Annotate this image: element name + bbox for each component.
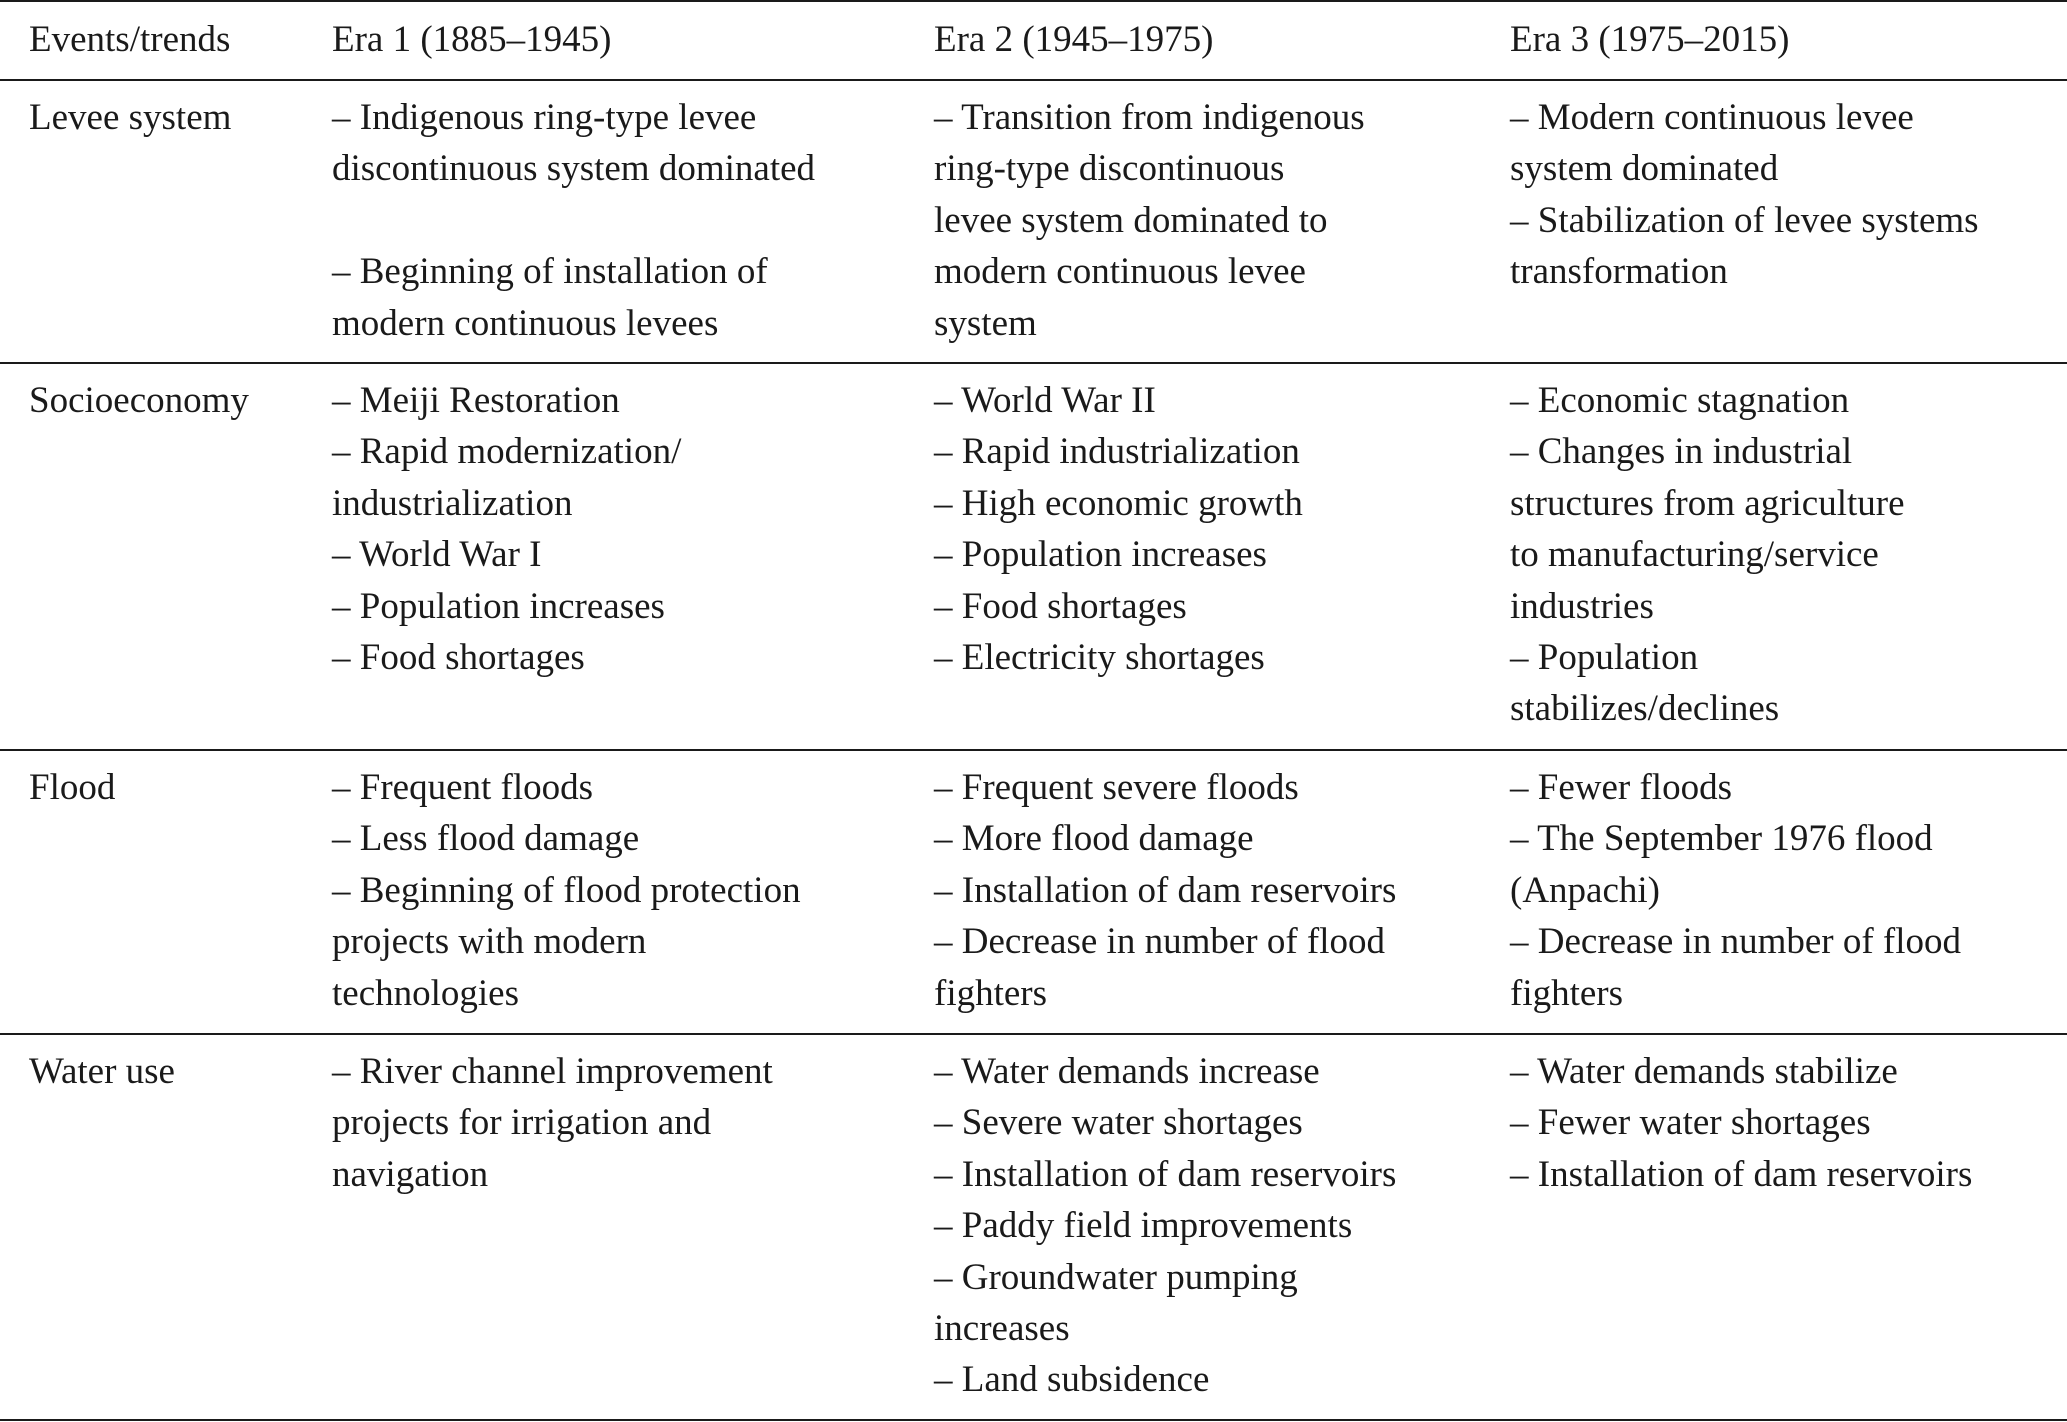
cell-line: industrialization: [332, 482, 573, 524]
header-era-3: Era 3 (1975–2015): [1510, 19, 1790, 60]
header-era-2: Era 2 (1945–1975): [934, 19, 1214, 60]
cell-line: – Frequent floods: [332, 767, 594, 808]
water-use-era-1-cell: [332, 1046, 773, 1200]
cell-gap: [332, 195, 815, 246]
cell-line: – Population increases: [332, 585, 665, 627]
cell-line: – High economic growth: [934, 482, 1303, 524]
cell-line: increases: [934, 1308, 1070, 1350]
socioeconomy-era-1-cell: [332, 375, 681, 683]
cell-line: fighters: [934, 972, 1048, 1014]
row-separator: [0, 1033, 2067, 1035]
cell-line: system: [934, 302, 1037, 344]
cell-line: – Fewer water shortages: [1510, 1102, 1871, 1144]
socioeconomy-era-2-cell: [934, 375, 1303, 683]
cell-line: to manufacturing/service: [1510, 534, 1879, 576]
levee-era-1-cell: [332, 92, 815, 349]
cell-line: projects with modern: [332, 921, 647, 963]
cell-line: structures from agriculture: [1510, 482, 1905, 524]
cell-line: technologies: [332, 972, 520, 1014]
table-bottom-rule: [0, 1419, 2067, 1421]
cell-line: – Water demands increase: [934, 1051, 1320, 1092]
cell-line: – Fewer floods: [1510, 767, 1732, 808]
cell-line: – More flood damage: [934, 818, 1254, 860]
cell-line: – Water demands stabilize: [1510, 1051, 1898, 1092]
cell-line: – Decrease in number of flood: [934, 921, 1386, 963]
cell-line: (Anpachi): [1510, 869, 1660, 911]
row-separator: [0, 749, 2067, 751]
flood-era-3-cell: [1510, 762, 1961, 1019]
header-era-1: Era 1 (1885–1945): [332, 19, 612, 60]
cell-line: – Beginning of installation of: [332, 251, 768, 293]
cell-line: – Groundwater pumping: [934, 1256, 1298, 1298]
cell-line: – Stabilization of levee systems: [1510, 199, 1979, 241]
cell-line: – Food shortages: [332, 637, 585, 679]
cell-line: – World War I: [332, 534, 542, 576]
cell-line: – Land subsidence: [934, 1359, 1210, 1401]
cell-line: – Electricity shortages: [934, 637, 1265, 679]
row-label-socioeconomy: Socioeconomy: [29, 380, 249, 421]
row-label-water-use: Water use: [29, 1051, 175, 1092]
cell-line: fighters: [1510, 972, 1624, 1014]
cell-line: – Rapid modernization/: [332, 431, 682, 473]
row-label-flood: Flood: [29, 767, 116, 808]
cell-line: discontinuous system dominated: [332, 148, 816, 190]
levee-era-3-cell: [1510, 92, 1979, 298]
header-events-trends: Events/trends: [29, 19, 231, 60]
cell-line: – Installation of dam reservoirs: [1510, 1153, 1973, 1195]
cell-line: levee system dominated to: [934, 199, 1328, 241]
cell-line: – Modern continuous levee: [1510, 97, 1914, 138]
cell-line: – Food shortages: [934, 585, 1187, 627]
cell-line: modern continuous levee: [934, 251, 1306, 293]
header-bottom-rule: [0, 79, 2067, 81]
cell-line: transformation: [1510, 251, 1728, 293]
levee-era-2-cell: [934, 92, 1365, 349]
socioeconomy-era-3-cell: [1510, 375, 1905, 735]
cell-line: – Paddy field improvements: [934, 1205, 1353, 1247]
flood-era-2-cell: [934, 762, 1396, 1019]
cell-line: – Population: [1510, 637, 1699, 679]
cell-line: – Less flood damage: [332, 818, 640, 860]
cell-line: – Decrease in number of flood: [1510, 921, 1962, 963]
cell-line: – Beginning of flood protection: [332, 869, 801, 911]
cell-line: – Meiji Restoration: [332, 380, 620, 421]
cell-line: – Rapid industrialization: [934, 431, 1300, 473]
cell-line: – Installation of dam reservoirs: [934, 1153, 1397, 1195]
cell-line: – The September 1976 flood: [1510, 818, 1933, 860]
cell-line: – World War II: [934, 380, 1156, 421]
cell-line: navigation: [332, 1153, 489, 1195]
row-label-levee-system: Levee system: [29, 97, 232, 138]
flood-era-1-cell: [332, 762, 801, 1019]
cell-line: industries: [1510, 585, 1654, 627]
cell-line: – Installation of dam reservoirs: [934, 869, 1397, 911]
table-top-rule: [0, 0, 2067, 2]
cell-line: – Frequent severe floods: [934, 767, 1299, 808]
cell-line: – River channel improvement: [332, 1051, 773, 1092]
cell-line: – Changes in industrial: [1510, 431, 1853, 473]
cell-line: projects for irrigation and: [332, 1102, 712, 1144]
cell-line: – Population increases: [934, 534, 1267, 576]
cell-line: – Economic stagnation: [1510, 380, 1850, 421]
cell-line: ring-type discontinuous: [934, 148, 1285, 190]
cell-line: – Severe water shortages: [934, 1102, 1303, 1144]
cell-line: – Indigenous ring-type levee: [332, 97, 757, 138]
water-use-era-2-cell: [934, 1046, 1396, 1406]
cell-line: modern continuous levees: [332, 302, 719, 344]
cell-line: system dominated: [1510, 148, 1779, 190]
cell-line: stabilizes/declines: [1510, 688, 1780, 730]
water-use-era-3-cell: [1510, 1046, 1972, 1200]
cell-line: – Transition from indigenous: [934, 97, 1365, 138]
row-separator: [0, 362, 2067, 364]
